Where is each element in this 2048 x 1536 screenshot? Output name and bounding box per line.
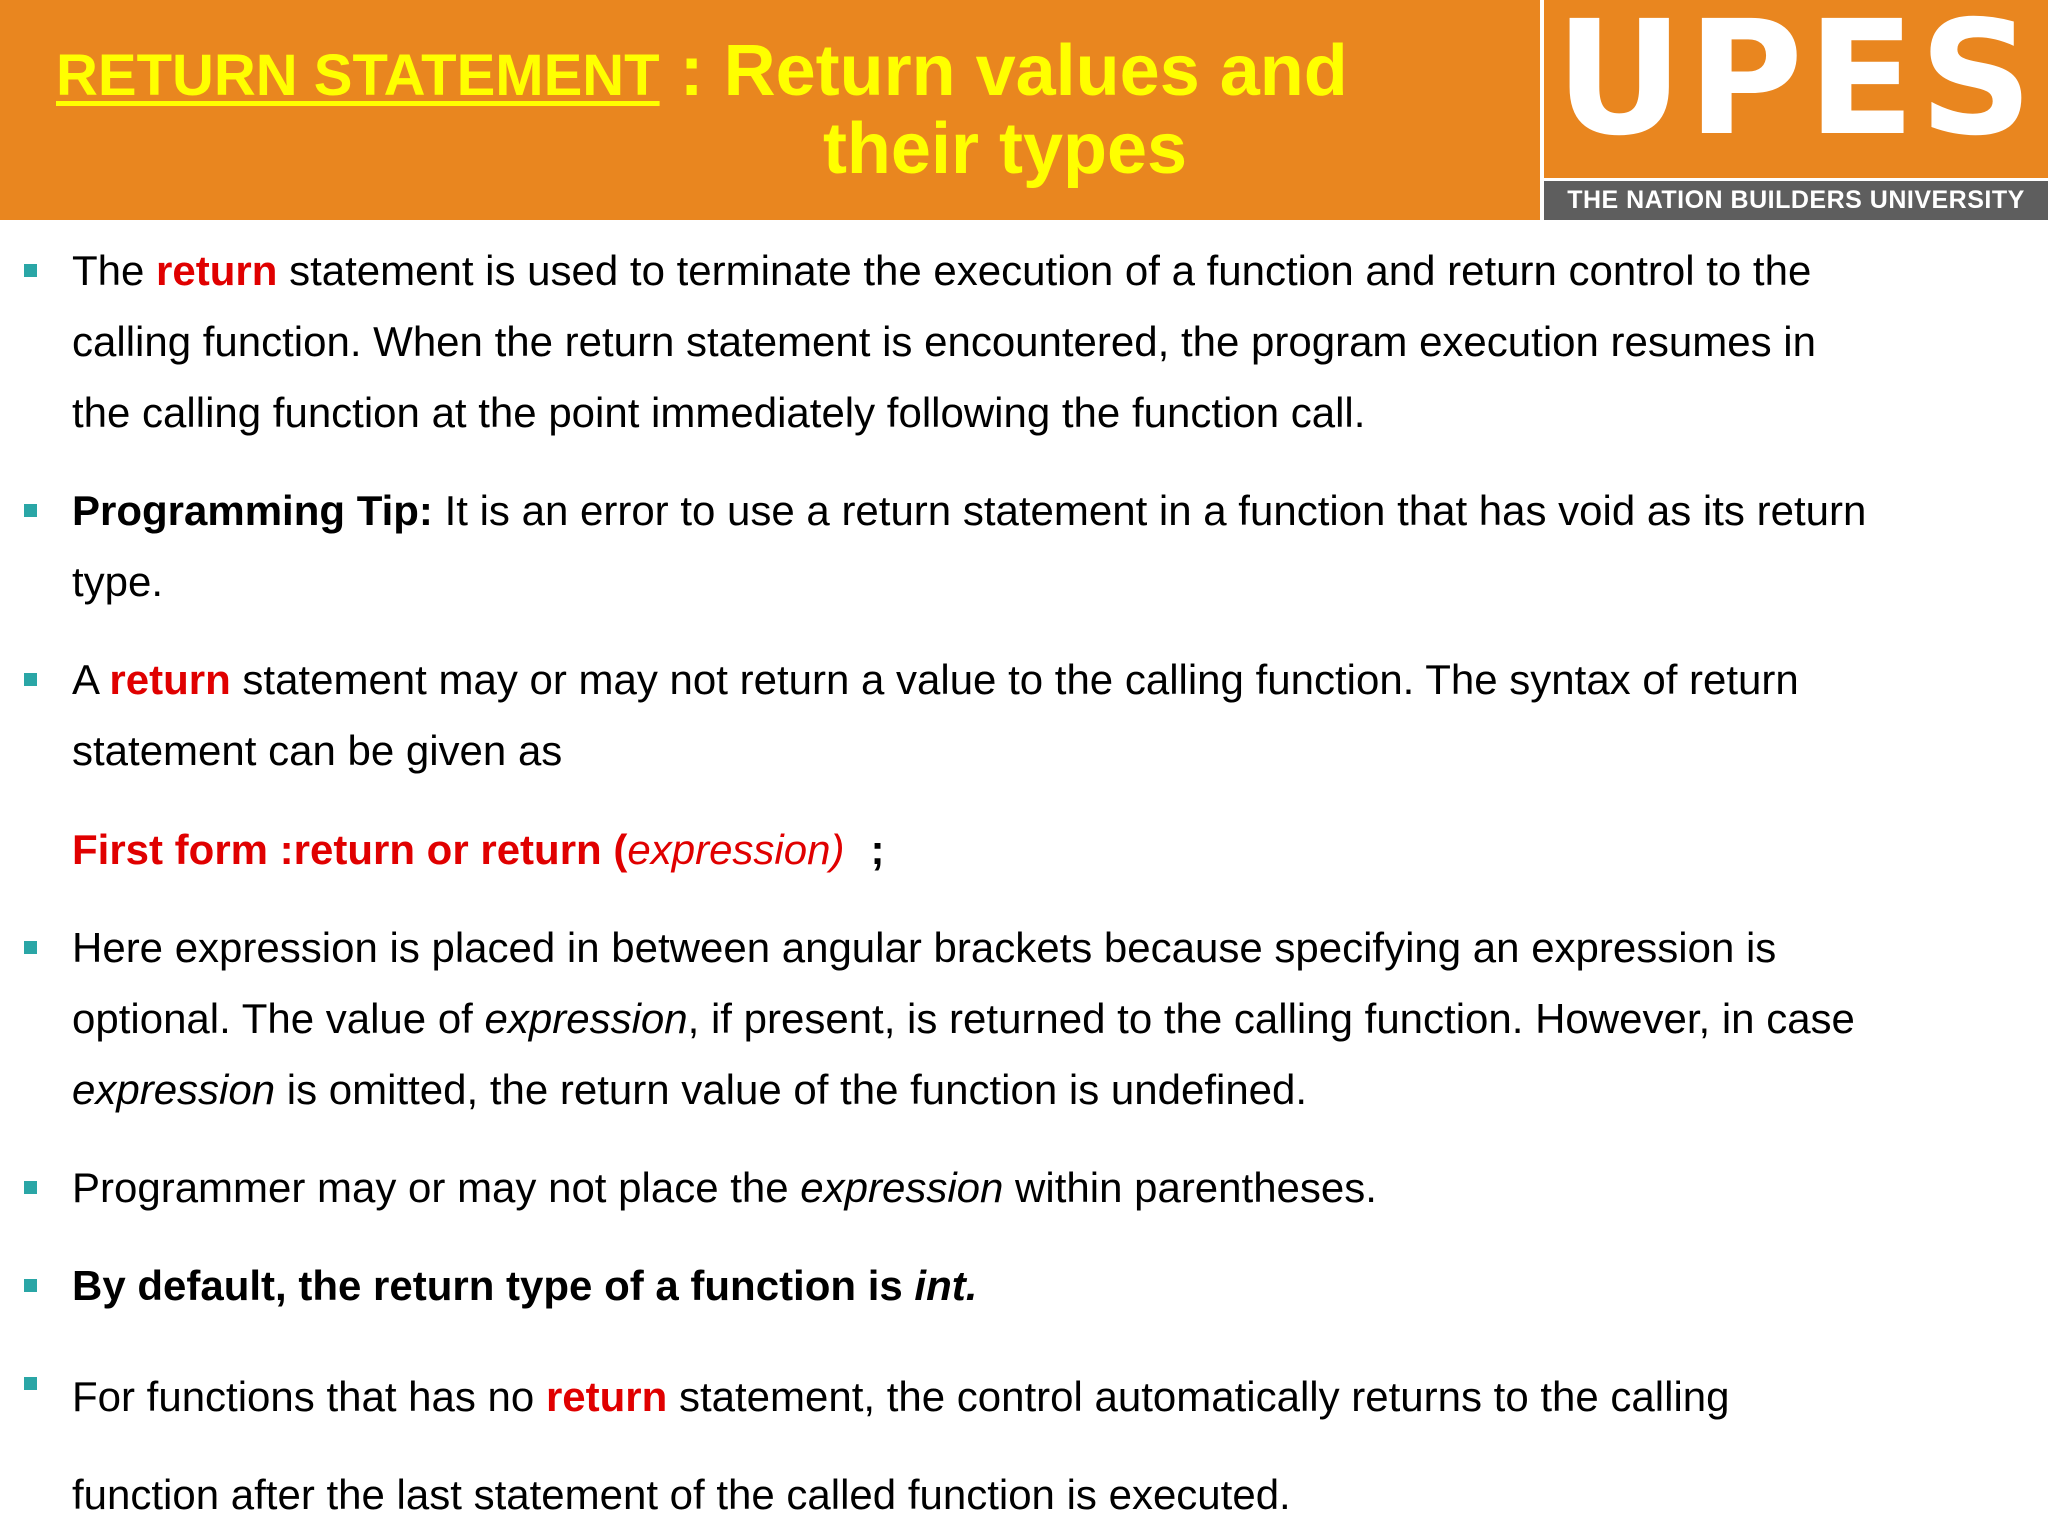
- logo-tagline-bar: [1544, 178, 2048, 220]
- keyword-return: return: [545, 1373, 668, 1420]
- bullet-expression-optional: [72, 912, 2032, 1125]
- bullet-return-syntax: [72, 644, 2032, 786]
- slide-title: [56, 30, 1348, 112]
- text-run: is omitted, the return value of the function is undefined.: [275, 1066, 1308, 1113]
- bullet-marker: [24, 1181, 37, 1194]
- syntax-semicolon: ;: [870, 826, 885, 873]
- bullet-marker: [24, 1377, 37, 1390]
- italic-term: expression: [800, 1164, 1004, 1211]
- text-run: optional. The value of: [72, 995, 485, 1042]
- text-run: within parentheses.: [1003, 1164, 1377, 1211]
- text-run: statement, the control automatically returns to the calling: [667, 1373, 1730, 1420]
- keyword-return: return: [109, 656, 231, 703]
- bullet-marker: [24, 264, 37, 277]
- text-run: statement is used to terminate the execution of a function and return control to the: [277, 247, 1812, 294]
- bullet-default-return-type: [72, 1250, 2032, 1321]
- text-run: A: [72, 656, 110, 703]
- text-line: calling function. When the return statement is encountered, the program execution resumes in: [72, 318, 1816, 365]
- text-run: For functions that has no: [72, 1373, 546, 1420]
- text-run: Programmer may or may not place the: [72, 1164, 801, 1211]
- bullet-marker: [24, 504, 37, 517]
- syntax-expression: expression): [627, 826, 845, 873]
- bullet-no-return: [72, 1348, 2032, 1536]
- logo-tagline: THE NATION BUILDERS UNIVERSITY: [1567, 186, 2025, 214]
- bullet-return-statement: [72, 235, 2032, 448]
- text-run: statement may or may not return a value to the calling function. The syntax of return: [230, 656, 1799, 703]
- italic-term: expression: [484, 995, 688, 1042]
- text-line: Here expression is placed in between angular brackets because specifying an expression is: [72, 924, 1777, 971]
- bullet-marker: [24, 1279, 37, 1292]
- text-run: By default, the return type of a function is: [72, 1262, 915, 1309]
- keyword-return: return: [156, 247, 278, 294]
- type-int: int.: [914, 1262, 978, 1309]
- italic-term: expression: [72, 1066, 276, 1113]
- upes-logo: [1544, 0, 2048, 220]
- text-run: It is an error to use a return statement in a function that has void as its return: [432, 487, 1867, 534]
- syntax-form: [72, 814, 2032, 885]
- title-banner: [0, 0, 1540, 220]
- bullet-parentheses: [72, 1152, 2032, 1223]
- text-line: function after the last statement of the called function is executed.: [72, 1471, 1291, 1518]
- title-second-line: their types: [822, 109, 1188, 189]
- bullet-programming-tip: [72, 475, 2032, 617]
- logo-wordmark: UPES: [1555, 0, 2037, 171]
- text-line: type.: [72, 558, 164, 605]
- tip-label: Programming Tip:: [72, 487, 433, 534]
- text-run: , if present, is returned to the calling function. However, in case: [687, 995, 1855, 1042]
- text-run: The: [72, 247, 157, 294]
- bullet-marker: [24, 941, 37, 954]
- bullet-marker: [24, 673, 37, 686]
- title-main-text: : Return values and: [659, 31, 1348, 111]
- syntax-keyword: First form :return or return (: [72, 826, 628, 873]
- title-underlined-text: RETURN STATEMENT: [56, 43, 660, 108]
- text-line: statement can be given as: [72, 727, 563, 774]
- text-line: the calling function at the point immediately following the function call.: [72, 389, 1366, 436]
